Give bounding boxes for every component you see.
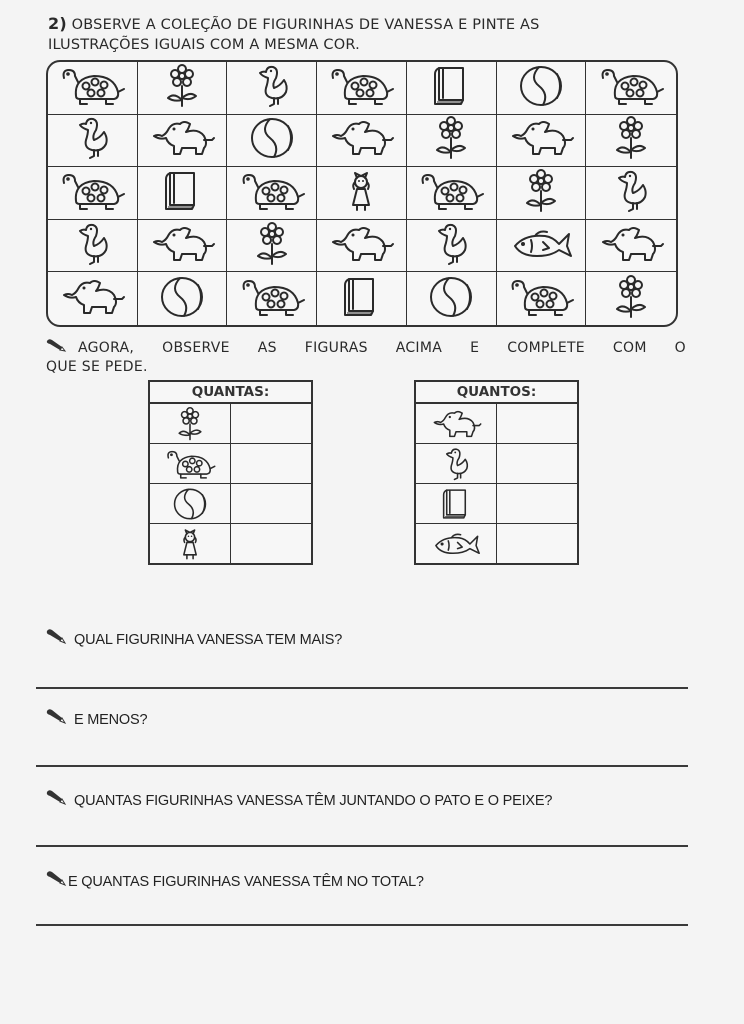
turtle-icon — [415, 169, 487, 217]
pencil-icon — [46, 338, 68, 358]
pencil-icon — [46, 628, 68, 648]
question-1 — [46, 628, 342, 648]
grid-cell-r2-c3[interactable] — [227, 115, 317, 168]
grid-cell-r4-c4[interactable] — [317, 220, 407, 273]
book-count-field[interactable] — [497, 484, 577, 523]
grid-cell-r1-c2[interactable] — [138, 62, 228, 115]
grid-cell-r1-c1[interactable] — [48, 62, 138, 115]
instruction — [46, 338, 686, 377]
grid-cell-r2-c5[interactable] — [407, 115, 497, 168]
pencil-icon — [46, 708, 68, 728]
pencil-icon — [46, 870, 68, 890]
question-4-text: E QUANTAS FIGURINHAS VANESSA TÊM NO TOTAL? — [68, 874, 424, 890]
grid-cell-r1-c7[interactable] — [586, 62, 676, 115]
grid-cell-r2-c7[interactable] — [586, 115, 676, 168]
elephant-icon — [325, 222, 397, 270]
flower-icon — [236, 222, 308, 270]
grid-cell-r5-c6[interactable] — [497, 272, 587, 325]
elephant-icon — [146, 222, 218, 270]
grid-cell-r3-c5[interactable] — [407, 167, 497, 220]
book-icon — [325, 275, 397, 323]
grid-cell-r3-c3[interactable] — [227, 167, 317, 220]
table-row — [150, 484, 311, 524]
turtle-icon — [236, 169, 308, 217]
sticker-grid — [46, 60, 678, 327]
turtle-icon — [56, 64, 128, 112]
grid-cell-r3-c6[interactable] — [497, 167, 587, 220]
quantos-header: QUANTOS: — [416, 382, 577, 404]
ball-icon — [505, 64, 577, 112]
table-row — [150, 444, 311, 484]
table-row — [416, 524, 577, 563]
turtle-icon — [325, 64, 397, 112]
grid-cell-r5-c4[interactable] — [317, 272, 407, 325]
grid-cell-r3-c1[interactable] — [48, 167, 138, 220]
grid-cell-r2-c6[interactable] — [497, 115, 587, 168]
question-2-text: E MENOS? — [74, 712, 148, 728]
flower-count-field[interactable] — [231, 404, 311, 443]
grid-cell-r1-c5[interactable] — [407, 62, 497, 115]
ball-count-field[interactable] — [231, 484, 311, 523]
fish-icon — [416, 524, 497, 563]
grid-cell-r5-c7[interactable] — [586, 272, 676, 325]
pencil-icon — [46, 789, 68, 809]
table-row — [416, 444, 577, 484]
elephant-icon — [56, 275, 128, 323]
quantas-table — [148, 380, 313, 565]
duck-icon — [595, 169, 667, 217]
ball-icon — [150, 484, 231, 523]
ball-icon — [236, 116, 308, 164]
exercise-number: 2) — [48, 14, 67, 33]
instruction-line-1: AGORA, OBSERVE AS FIGURAS ACIMA E COMPLETE COM O — [78, 339, 686, 356]
elephant-icon — [146, 116, 218, 164]
grid-cell-r5-c5[interactable] — [407, 272, 497, 325]
fish-count-field[interactable] — [497, 524, 577, 563]
book-icon — [146, 169, 218, 217]
turtle-icon — [505, 275, 577, 323]
turtle-icon — [236, 275, 308, 323]
grid-cell-r4-c5[interactable] — [407, 220, 497, 273]
duck-icon — [56, 116, 128, 164]
table-row — [416, 484, 577, 524]
grid-cell-r5-c1[interactable] — [48, 272, 138, 325]
title-line-2: ILUSTRAÇÕES IGUAIS COM A MESMA COR. — [48, 37, 360, 53]
grid-cell-r2-c1[interactable] — [48, 115, 138, 168]
grid-cell-r5-c3[interactable] — [227, 272, 317, 325]
elephant-icon — [505, 116, 577, 164]
duck-count-field[interactable] — [497, 444, 577, 483]
fish-icon — [505, 222, 577, 270]
question-3-text: QUANTAS FIGURINHAS VANESSA TÊM JUNTANDO O PATO E O PEIXE? — [74, 793, 553, 809]
grid-cell-r4-c3[interactable] — [227, 220, 317, 273]
flower-icon — [505, 169, 577, 217]
answer-line-2[interactable] — [36, 765, 688, 767]
question-1-text: QUAL FIGURINHA VANESSA TEM MAIS? — [74, 632, 343, 648]
instruction-line-2: QUE SE PEDE. — [46, 359, 148, 375]
flower-icon — [146, 64, 218, 112]
question-3 — [46, 789, 552, 809]
question-2 — [46, 708, 147, 728]
grid-cell-r4-c2[interactable] — [138, 220, 228, 273]
elephant-count-field[interactable] — [497, 404, 577, 443]
doll-icon — [150, 524, 231, 563]
grid-cell-r1-c4[interactable] — [317, 62, 407, 115]
quantos-table — [414, 380, 579, 565]
turtle-icon — [595, 64, 667, 112]
question-4 — [46, 870, 424, 890]
answer-line-4[interactable] — [36, 924, 688, 926]
duck-icon — [236, 64, 308, 112]
quantas-header: QUANTAS: — [150, 382, 311, 404]
grid-cell-r2-c4[interactable] — [317, 115, 407, 168]
turtle-count-field[interactable] — [231, 444, 311, 483]
book-icon — [416, 484, 497, 523]
answer-line-1[interactable] — [36, 687, 688, 689]
flower-icon — [415, 116, 487, 164]
doll-icon — [325, 169, 397, 217]
table-row — [416, 404, 577, 444]
duck-icon — [415, 222, 487, 270]
ball-icon — [415, 275, 487, 323]
grid-cell-r3-c7[interactable] — [586, 167, 676, 220]
turtle-icon — [150, 444, 231, 483]
elephant-icon — [325, 116, 397, 164]
duck-icon — [416, 444, 497, 483]
grid-cell-r3-c2[interactable] — [138, 167, 228, 220]
duck-icon — [56, 222, 128, 270]
flower-icon — [150, 404, 231, 443]
title-line-1: OBSERVE A COLEÇÃO DE FIGURINHAS DE VANESSA E PINTE AS — [71, 17, 540, 33]
grid-cell-r1-c6[interactable] — [497, 62, 587, 115]
flower-icon — [595, 116, 667, 164]
elephant-icon — [595, 222, 667, 270]
grid-cell-r3-c4[interactable] — [317, 167, 407, 220]
grid-cell-r5-c2[interactable] — [138, 272, 228, 325]
grid-cell-r1-c3[interactable] — [227, 62, 317, 115]
elephant-icon — [416, 404, 497, 443]
grid-cell-r4-c6[interactable] — [497, 220, 587, 273]
exercise-title — [48, 14, 688, 55]
grid-cell-r2-c2[interactable] — [138, 115, 228, 168]
grid-cell-r4-c7[interactable] — [586, 220, 676, 273]
doll-count-field[interactable] — [231, 524, 311, 563]
flower-icon — [595, 275, 667, 323]
answer-line-3[interactable] — [36, 845, 688, 847]
book-icon — [415, 64, 487, 112]
table-row — [150, 524, 311, 563]
table-row — [150, 404, 311, 444]
grid-cell-r4-c1[interactable] — [48, 220, 138, 273]
ball-icon — [146, 275, 218, 323]
turtle-icon — [56, 169, 128, 217]
